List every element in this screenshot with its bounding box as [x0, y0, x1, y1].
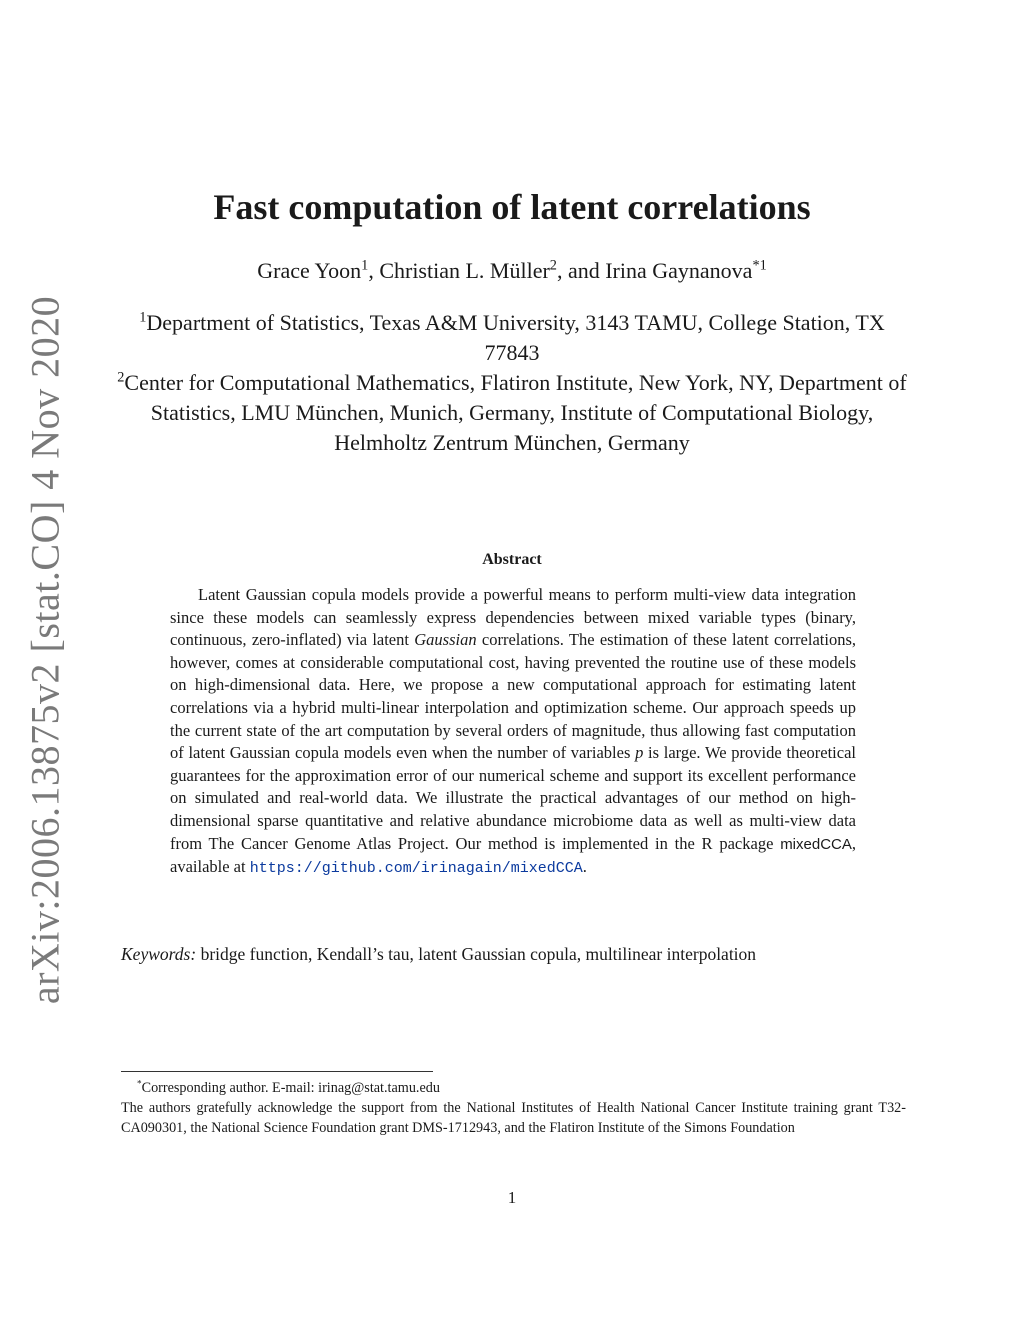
arxiv-identifier: arXiv:2006.13875v2 [stat.CO] 4 Nov 2020 [22, 295, 68, 1005]
github-link[interactable]: https://github.com/irinagain/mixedCCA [249, 860, 583, 878]
corresponding-author-footnote [121, 1078, 906, 1098]
abstract-text: . [582, 857, 587, 877]
author-separator: , [368, 258, 380, 283]
keywords-label: Keywords: [121, 944, 197, 964]
acknowledgement-footnote: The authors gratefully acknowledge the support from the National Institutes of Health National Cancer Institute training grant T32-CA090301, the National Science Foundation grant DMS-1712943, and the Flatiron Institute of the Simons Foundation [121, 1100, 906, 1136]
footnotes [121, 1078, 906, 1138]
affiliation-1 [112, 308, 912, 368]
keywords [121, 944, 911, 965]
package-name: mixedCCA [780, 835, 852, 853]
affiliation-text: Department of Statistics, Texas A&M University, 3143 TAMU, College Station, TX 77843 [146, 310, 885, 365]
author-affiliation-mark: 2 [549, 257, 557, 274]
abstract-italic: Gaussian [414, 630, 477, 650]
abstract-text: Latent Gaussian copula models provide a powerful means to perform multi-view data integration since these models can seamlessly express dependencies between mixed variable types (binary, continuous, zero-inflated) via latent [170, 585, 856, 650]
abstract-heading: Abstract [482, 551, 542, 568]
abstract-text: is large. We provide theoretical guarantees for the approximation error of our numerical scheme and support its excellent performance on simulated and real-world data. We illustrate the practical advantages of our method on high-dimensional sparse quantitative and relative abundance microbiome data as well as multi-view data from The Cancer Genome Atlas Project. Our method is implemented in the R package [170, 743, 856, 853]
page-number: 1 [507, 1188, 517, 1207]
abstract-math-variable: p [635, 743, 644, 763]
affiliation-text: Center for Computational Mathematics, Flatiron Institute, New York, NY, Department of Statistics, LMU München, Munich, Germany, Institute of Computational Biology, Helmholtz Zentrum München, Germany [124, 370, 907, 455]
affiliation-mark: 2 [117, 369, 125, 386]
abstract-text: , available at [170, 833, 856, 877]
footnote-divider [121, 1071, 433, 1072]
author-name: Irina Gaynanova [605, 258, 753, 283]
author-name: Grace Yoon [257, 258, 362, 283]
footnote-mark: * [137, 1078, 142, 1089]
affiliation-mark: 1 [139, 309, 147, 326]
affiliation-2 [112, 368, 912, 458]
author-affiliation-mark: 1 [361, 257, 369, 274]
author-name: Christian L. Müller [379, 258, 550, 283]
author-list [0, 258, 1024, 284]
abstract-text: correlations. The estimation of these latent correlations, however, comes at considerable computational cost, having prevented the routine use of these models on high-dimensional data. Here, we propose a new computational approach for estimating latent correlations via a hybrid multi-linear interpolation and optimization scheme. Our approach speeds up the current state of the art computation by several orders of magnitude, thus allowing fast computation of latent Gaussian copula models even when the number of variables [170, 630, 856, 763]
author-separator: , and [556, 258, 606, 283]
author-affiliation-mark: *1 [752, 257, 767, 274]
paper-title: Fast computation of latent correlations [213, 187, 811, 227]
corresponding-author-text: Corresponding author. E-mail: irinag@stat.tamu.edu [141, 1080, 440, 1096]
affiliations [112, 308, 912, 458]
keywords-text: bridge function, Kendall’s tau, latent Gaussian copula, multilinear interpolation [196, 944, 757, 964]
abstract-body [170, 584, 856, 881]
